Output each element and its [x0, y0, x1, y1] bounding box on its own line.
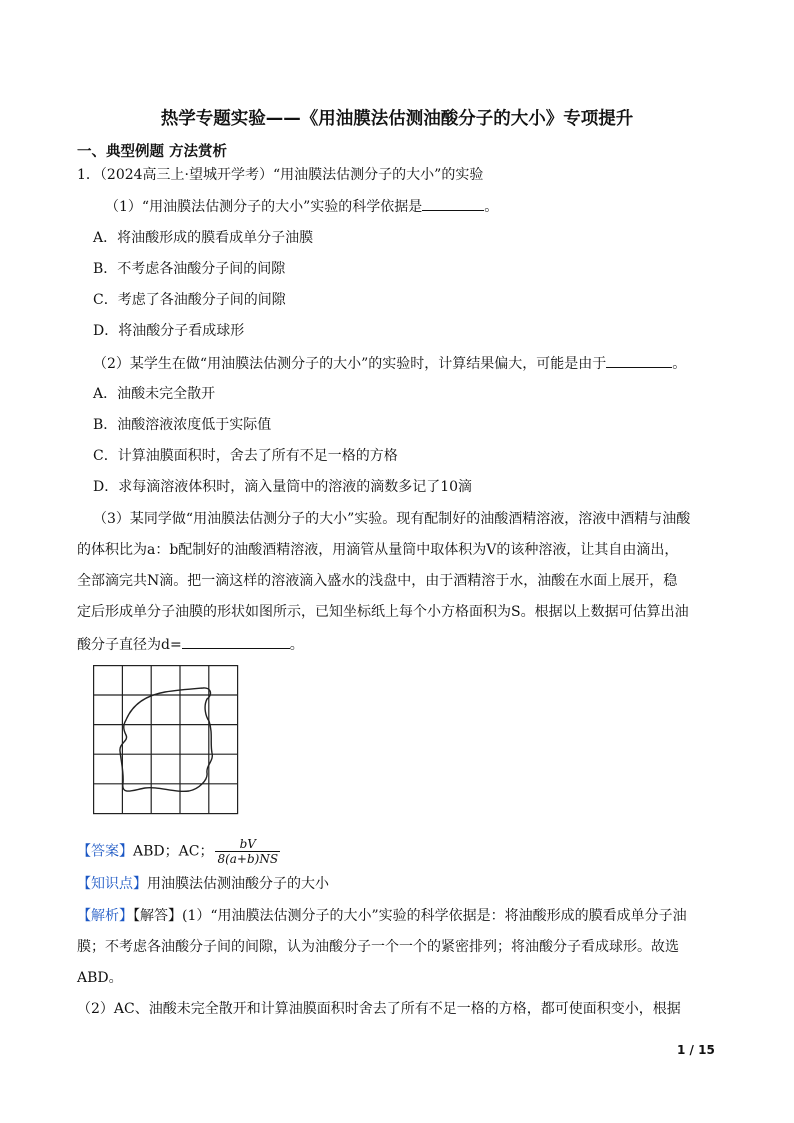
- oil-film-outline: [120, 688, 212, 791]
- analysis-tag: 【解析】: [77, 908, 133, 924]
- answer-blank: [606, 353, 672, 368]
- part3-line: 全部滴完共N滴。把一滴这样的溶液滴入盛水的浅盘中，由于酒精溶于水，油酸在水面上展开，稳: [77, 573, 678, 589]
- option: A．将油酸形成的膜看成单分子油膜: [93, 230, 314, 246]
- analysis-line: [77, 906, 687, 926]
- answer-fraction: [215, 837, 280, 866]
- part3-end: 。: [289, 637, 304, 653]
- option: C．计算油膜面积时，舍去了所有不足一格的方格: [93, 448, 398, 464]
- option: D．求每滴溶液体积时，滴入量筒中的溶液的滴数多记了10滴: [93, 479, 473, 495]
- part3-last-line: [77, 634, 304, 655]
- part2-prompt-text: （2）某学生在做“用油膜法估测分子的大小”的实验时，计算结果偏大，可能是由于: [93, 356, 607, 372]
- answer-blank: [182, 634, 290, 649]
- answer-text: ABD；AC；: [133, 843, 214, 860]
- grid-lines: [93, 665, 238, 814]
- analysis-text: 【解答】(1）“用油膜法估测分子的大小”实验的科学依据是：将油酸形成的膜看成单分子油: [133, 908, 687, 924]
- fraction-numerator: bV: [215, 837, 280, 852]
- analysis-line: 膜；不考虑各油酸分子间的间隙，认为油酸分子一个一个的紧密排列；将油酸分子看成球形。故选: [77, 939, 679, 955]
- option: B．油酸溶液浓度低于实际值: [93, 417, 272, 433]
- part3-line: 定后形成单分子油膜的形状如图所示，已知坐标纸上每个小方格面积为S。根据以上数据可估算出油: [77, 604, 689, 620]
- question-source: （2024高三上·望城开学考）: [99, 167, 274, 183]
- option: A．油酸未完全散开: [93, 386, 216, 402]
- section-heading: 一、典型例题 方法赏析: [77, 144, 228, 160]
- option: C．考虑了各油酸分子间的间隙: [93, 292, 286, 308]
- part2-end: 。: [672, 356, 687, 372]
- part3-last-prefix: 酸分子直径为d=: [77, 637, 182, 653]
- analysis-line: （2）AC、油酸未完全散开和计算油膜面积时舍去了所有不足一格的方格，都可使面积变小，根据: [77, 1001, 681, 1017]
- part1-end: 。: [484, 199, 499, 215]
- part2-prompt: [93, 353, 686, 374]
- part3-line: 的体积比为a：b配制好的油酸酒精溶液，用滴管从量筒中取体积为V的该种溶液，让其自由滴出，: [77, 542, 679, 558]
- knowledge-tag: 【知识点】: [77, 876, 147, 892]
- question-number: 1．: [77, 167, 100, 183]
- fraction-denominator: 8(a+b)NS: [217, 852, 279, 866]
- oil-film-grid-figure: [93, 665, 239, 815]
- page-title: 热学专题实验——《用油膜法估测油酸分子的大小》专项提升: [160, 109, 634, 129]
- option: B．不考虑各油酸分子间的间隙: [93, 261, 286, 277]
- option: D．将油酸分子看成球形: [93, 323, 245, 339]
- question-header: [77, 165, 483, 185]
- analysis-line: ABD。: [77, 970, 123, 986]
- knowledge-line: [77, 874, 329, 894]
- page-number: 1 / 15: [677, 1043, 715, 1057]
- question-stem: “用油膜法估测分子的大小”的实验: [273, 167, 484, 183]
- part3-line: （3）某同学做“用油膜法估测分子的大小”实验。现有配制好的油酸酒精溶液，溶液中酒精与油酸: [93, 511, 691, 527]
- part1-prompt-text: （1）“用油膜法估测分子的大小”实验的科学依据是: [105, 199, 423, 215]
- answer-line: [77, 837, 280, 866]
- part1-prompt: [105, 196, 498, 217]
- answer-tag: 【答案】: [77, 843, 133, 860]
- knowledge-text: 用油膜法估测油酸分子的大小: [147, 876, 329, 892]
- answer-blank: [422, 196, 484, 211]
